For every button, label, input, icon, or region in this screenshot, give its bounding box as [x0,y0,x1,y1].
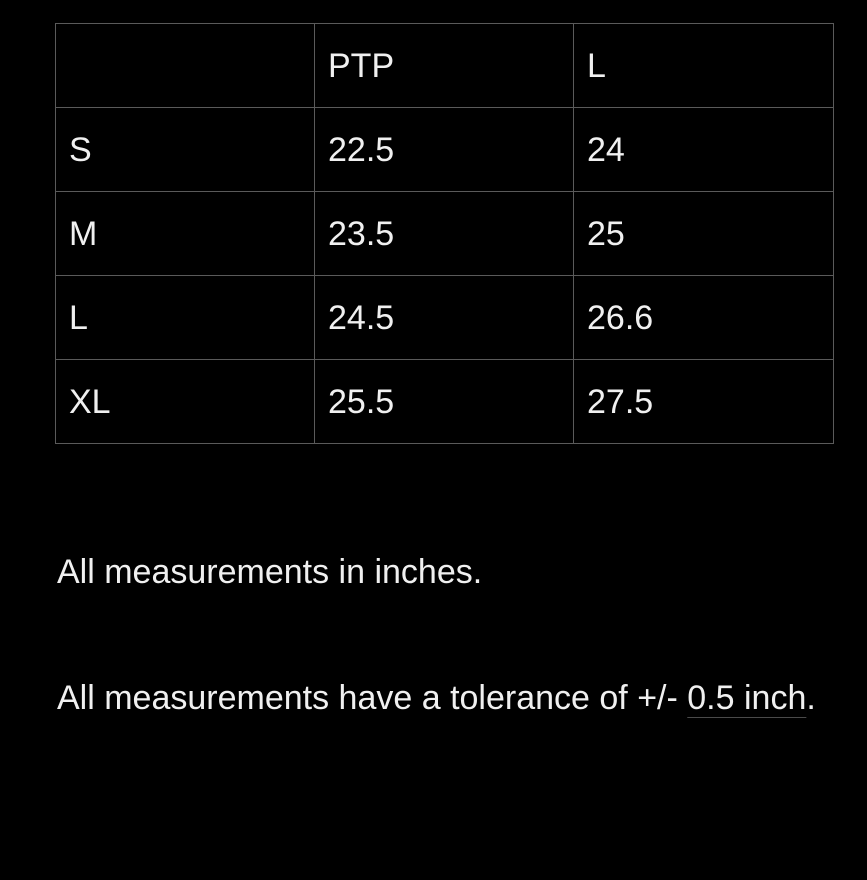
length-cell: 25 [574,192,834,276]
length-cell: 26.6 [574,276,834,360]
size-label-cell: S [56,108,315,192]
table-header-cell: L [574,24,834,108]
ptp-cell: 24.5 [315,276,574,360]
table-header-cell [56,24,315,108]
tolerance-suffix: . [806,679,816,717]
table-header-cell: PTP [315,24,574,108]
table-row [56,192,834,276]
size-label-cell: XL [56,360,315,444]
tolerance-prefix: All measurements have a tolerance of +/- [57,679,688,717]
ptp-cell: 22.5 [315,108,574,192]
units-note: All measurements in inches. [57,553,483,591]
size-label-cell: L [56,276,315,360]
table-header-row [56,24,834,108]
table-row [56,360,834,444]
length-cell: 24 [574,108,834,192]
length-cell: 27.5 [574,360,834,444]
size-label-cell: M [56,192,315,276]
table-row [56,108,834,192]
ptp-cell: 23.5 [315,192,574,276]
size-chart-table [55,23,834,444]
table-row [56,276,834,360]
tolerance-value: 0.5 inch [687,679,807,717]
tolerance-note [57,666,827,730]
ptp-cell: 25.5 [315,360,574,444]
